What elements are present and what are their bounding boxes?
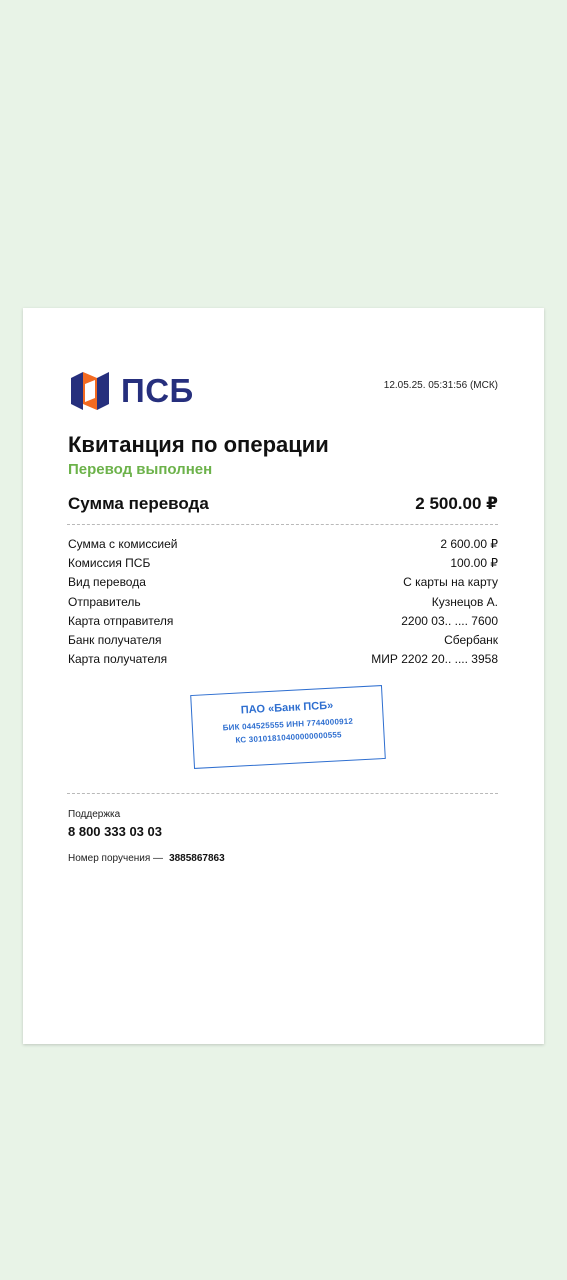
detail-label: Вид перевода [68,575,146,590]
order-number-label: Номер поручения — [68,853,164,864]
order-number-row [68,853,225,864]
transfer-sum-value: 2 500.00 ₽ [415,494,498,513]
detail-row-total [68,535,498,554]
detail-row-sender-card [68,612,498,631]
detail-value: С карты на карту [403,575,498,590]
psb-logo [71,372,194,410]
detail-value: МИР 2202 20.. .... 3958 [371,652,498,667]
bank-stamp [190,685,386,769]
transfer-sum-row [68,494,498,514]
psb-logo-text: ПСБ [121,372,194,409]
detail-row-recipient-bank [68,631,498,650]
page-title: Квитанция по операции [68,432,329,457]
status-text: Перевод выполнен [68,461,213,478]
divider-bottom [67,793,498,794]
receipt-card [23,308,544,1044]
stamp-ks: КС 30101810400000000555 [235,730,342,745]
detail-row-sender [68,593,498,612]
stamp-bank-name: ПАО «Банк ПСБ» [240,699,334,717]
detail-row-recipient-card [68,650,498,669]
detail-label: Карта отправителя [68,613,174,628]
details-list [68,535,498,669]
detail-value: 2200 03.. .... 7600 [401,613,498,628]
detail-row-commission [68,554,498,573]
detail-label: Комиссия ПСБ [68,556,151,571]
detail-value: 100.00 ₽ [450,556,498,571]
detail-value: Сбербанк [444,632,498,647]
detail-row-transfer-type [68,573,498,592]
detail-label: Сумма с комиссией [68,537,178,551]
support-phone[interactable]: 8 800 333 03 03 [68,824,162,839]
order-number-value: 3885867863 [169,853,225,864]
detail-label: Банк получателя [68,632,162,647]
detail-value: 2 600.00 ₽ [440,537,498,551]
operation-datetime: 12.05.25. 05:31:56 (МСК) [383,380,498,391]
transfer-sum-label: Сумма перевода [68,494,209,513]
stamp-bik-inn: БИК 044525555 ИНН 7744000912 [222,716,354,733]
support-label: Поддержка [68,809,121,820]
psb-logo-icon [71,372,109,410]
detail-value: Кузнецов А. [431,594,498,609]
detail-label: Карта получателя [68,652,168,667]
detail-label: Отправитель [68,594,141,609]
divider-top [67,524,498,525]
